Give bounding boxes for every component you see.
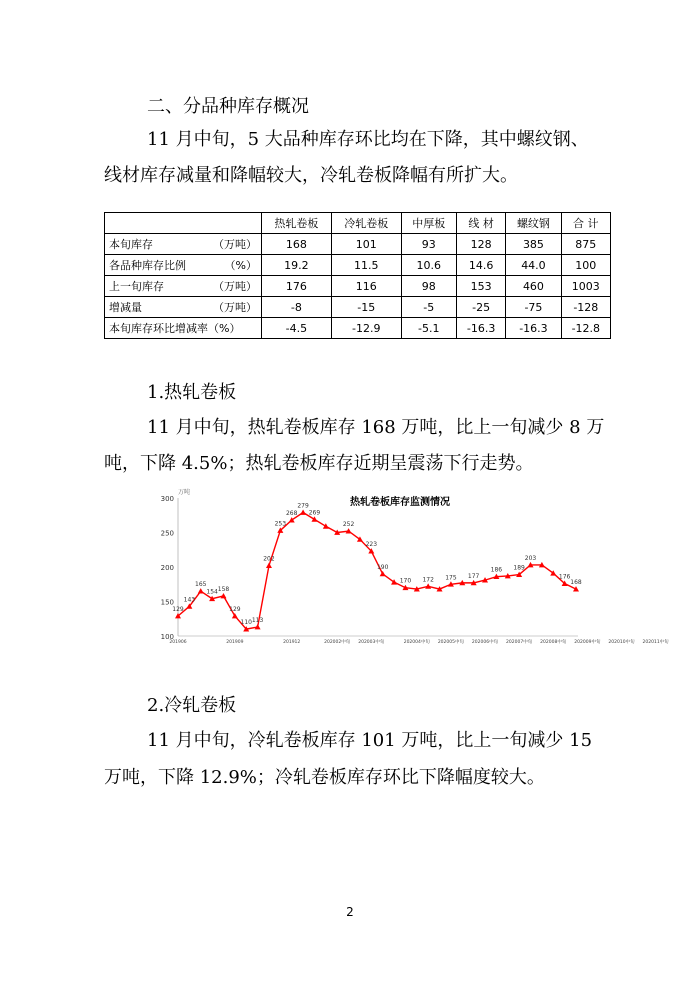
data-label: 129: [229, 605, 241, 613]
sub2-line-1: 11 月中旬，冷轧卷板库存 101 万吨，比上一旬减少 15: [147, 730, 593, 751]
x-tick-label: 202006中旬: [471, 640, 499, 645]
row-label: [105, 276, 262, 297]
data-label: 223: [365, 541, 378, 549]
inventory-table: [104, 212, 611, 339]
section-heading: 二、分品种库存概况: [147, 96, 309, 117]
x-tick-label: 202010中旬: [608, 640, 635, 645]
x-tick-label: 202002中旬: [324, 640, 351, 645]
table-cell: 176: [262, 276, 332, 297]
table-cell: -4.5: [262, 318, 332, 339]
sub2-line-2: 万吨，下降 12.9%；冷轧卷板库存环比下降幅度较大。: [104, 767, 545, 788]
table-cell: -12.8: [561, 318, 610, 339]
x-tick-label: 202005中旬: [437, 640, 465, 645]
table-cell: 168: [262, 234, 332, 255]
table-cell: 98: [401, 276, 456, 297]
intro-line-1: 11 月中旬，5 大品种库存环比均在下降，其中螺纹钢、: [147, 129, 589, 150]
y-tick-label: 250: [160, 529, 174, 538]
row-label: [105, 297, 262, 318]
data-point: [380, 571, 386, 576]
data-point: [300, 509, 306, 514]
row-label-text: 增减量: [109, 301, 142, 314]
x-tick-label: 201906: [169, 640, 187, 645]
table-cell: 460: [506, 276, 561, 297]
table-cell: -5.1: [401, 318, 456, 339]
sub1-line-1: 11 月中旬，热轧卷板库存 168 万吨，比上一旬减少 8 万: [147, 417, 605, 438]
table-cell: -8: [262, 297, 332, 318]
chart-y-unit: 万吨: [178, 489, 191, 496]
row-label-text: 本旬库存: [109, 238, 153, 251]
data-label: 113: [251, 617, 264, 625]
x-tick-label: 202008中旬: [540, 640, 567, 645]
y-tick-label: 300: [160, 495, 174, 503]
data-label: 177: [467, 572, 480, 580]
data-label: 186: [490, 566, 503, 574]
table-cell: -128: [561, 297, 610, 318]
x-tick-label: 201912: [283, 640, 301, 645]
row-label-text: 上一旬库存: [109, 280, 164, 293]
data-label: 253: [274, 520, 287, 528]
table-cell: 385: [506, 234, 561, 255]
data-label: 202: [263, 555, 275, 563]
data-label: 269: [308, 509, 321, 517]
table-cell: -15: [331, 297, 401, 318]
row-label: [105, 234, 262, 255]
col-header-medium-plate: 中厚板: [401, 213, 456, 234]
y-tick-label: 200: [160, 564, 174, 572]
data-point: [220, 593, 226, 598]
table-header-row: [105, 213, 611, 234]
data-point: [198, 588, 204, 593]
x-tick-label: 202011中旬: [642, 640, 669, 645]
table-cell: 128: [456, 234, 505, 255]
table-cell: 116: [331, 276, 401, 297]
table-cell: 100: [561, 255, 610, 276]
table-row: [105, 234, 611, 255]
subsection-1-heading: 1.热轧卷板: [147, 382, 237, 403]
table-cell: 93: [401, 234, 456, 255]
data-label: 170: [399, 577, 412, 585]
data-label: 154: [206, 588, 218, 596]
table-cell: -12.9: [331, 318, 401, 339]
col-header-wire-rod: 线 材: [456, 213, 505, 234]
table-cell: 11.5: [331, 255, 401, 276]
table-row: [105, 318, 611, 339]
data-label: 168: [570, 579, 582, 587]
table-cell: 44.0: [506, 255, 561, 276]
row-unit: （%）: [224, 259, 257, 272]
table-row: [105, 255, 611, 276]
data-label: 172: [422, 576, 434, 584]
table-row: [105, 297, 611, 318]
data-label: 189: [513, 564, 525, 572]
col-header-cold-rolled: 冷轧卷板: [331, 213, 401, 234]
data-label: 279: [297, 502, 309, 510]
data-point: [323, 523, 329, 528]
hot-rolled-inventory-chart: [140, 488, 669, 650]
data-point: [311, 516, 317, 521]
data-label: 252: [342, 521, 355, 529]
data-label: 176: [558, 573, 571, 581]
data-label: 143: [183, 596, 196, 604]
x-tick-label: 202004中旬: [403, 640, 430, 645]
col-header-hot-rolled: 热轧卷板: [262, 213, 332, 234]
data-label: 110: [240, 619, 252, 627]
table-cell: -25: [456, 297, 505, 318]
table-cell: 10.6: [401, 255, 456, 276]
x-tick-label: 202007中旬: [506, 640, 533, 645]
col-header-rebar: 螺纹钢: [506, 213, 561, 234]
data-label: 165: [195, 581, 207, 589]
table-cell: 1003: [561, 276, 610, 297]
x-tick-label: 202003中旬: [358, 640, 385, 645]
data-point: [232, 613, 238, 618]
row-unit: （万吨）: [213, 301, 257, 314]
table-cell: -75: [506, 297, 561, 318]
subsection-2-heading: 2.冷轧卷板: [147, 695, 237, 716]
data-label: 190: [376, 563, 389, 571]
table-cell: 153: [456, 276, 505, 297]
intro-line-2: 线材库存减量和降幅较大，冷轧卷板降幅有所扩大。: [104, 165, 518, 186]
row-label-text: 本旬库存环比增减率（%）: [109, 322, 241, 335]
table-cell: 14.6: [456, 255, 505, 276]
page-number: 2: [346, 905, 354, 919]
row-label: [105, 255, 262, 276]
data-point: [266, 563, 272, 568]
table-cell: 19.2: [262, 255, 332, 276]
data-point: [425, 583, 431, 588]
table-cell: 875: [561, 234, 610, 255]
table-cell: 101: [331, 234, 401, 255]
data-label: 203: [524, 554, 537, 562]
x-tick-label: 201909: [226, 640, 244, 645]
chart-title: 热轧卷板库存监测情况: [350, 497, 450, 508]
sub1-line-2: 吨，下降 4.5%；热轧卷板库存近期呈震荡下行走势。: [104, 453, 534, 474]
x-tick-label: 202009中旬: [574, 640, 601, 645]
row-unit: （万吨）: [213, 280, 257, 293]
data-label: 268: [285, 510, 298, 518]
table-corner: [105, 213, 262, 234]
y-tick-label: 150: [160, 598, 174, 607]
data-label: 129: [172, 605, 184, 613]
data-label: 175: [445, 574, 457, 582]
col-header-total: 合 计: [561, 213, 610, 234]
table-cell: -16.3: [506, 318, 561, 339]
data-label: 158: [217, 585, 230, 593]
y-tick-label: 100: [160, 633, 174, 641]
row-label: [105, 318, 262, 339]
table-row: [105, 276, 611, 297]
row-label-text: 各品种库存比例: [109, 259, 186, 272]
table-cell: -16.3: [456, 318, 505, 339]
row-unit: （万吨）: [213, 238, 257, 251]
table-cell: -5: [401, 297, 456, 318]
